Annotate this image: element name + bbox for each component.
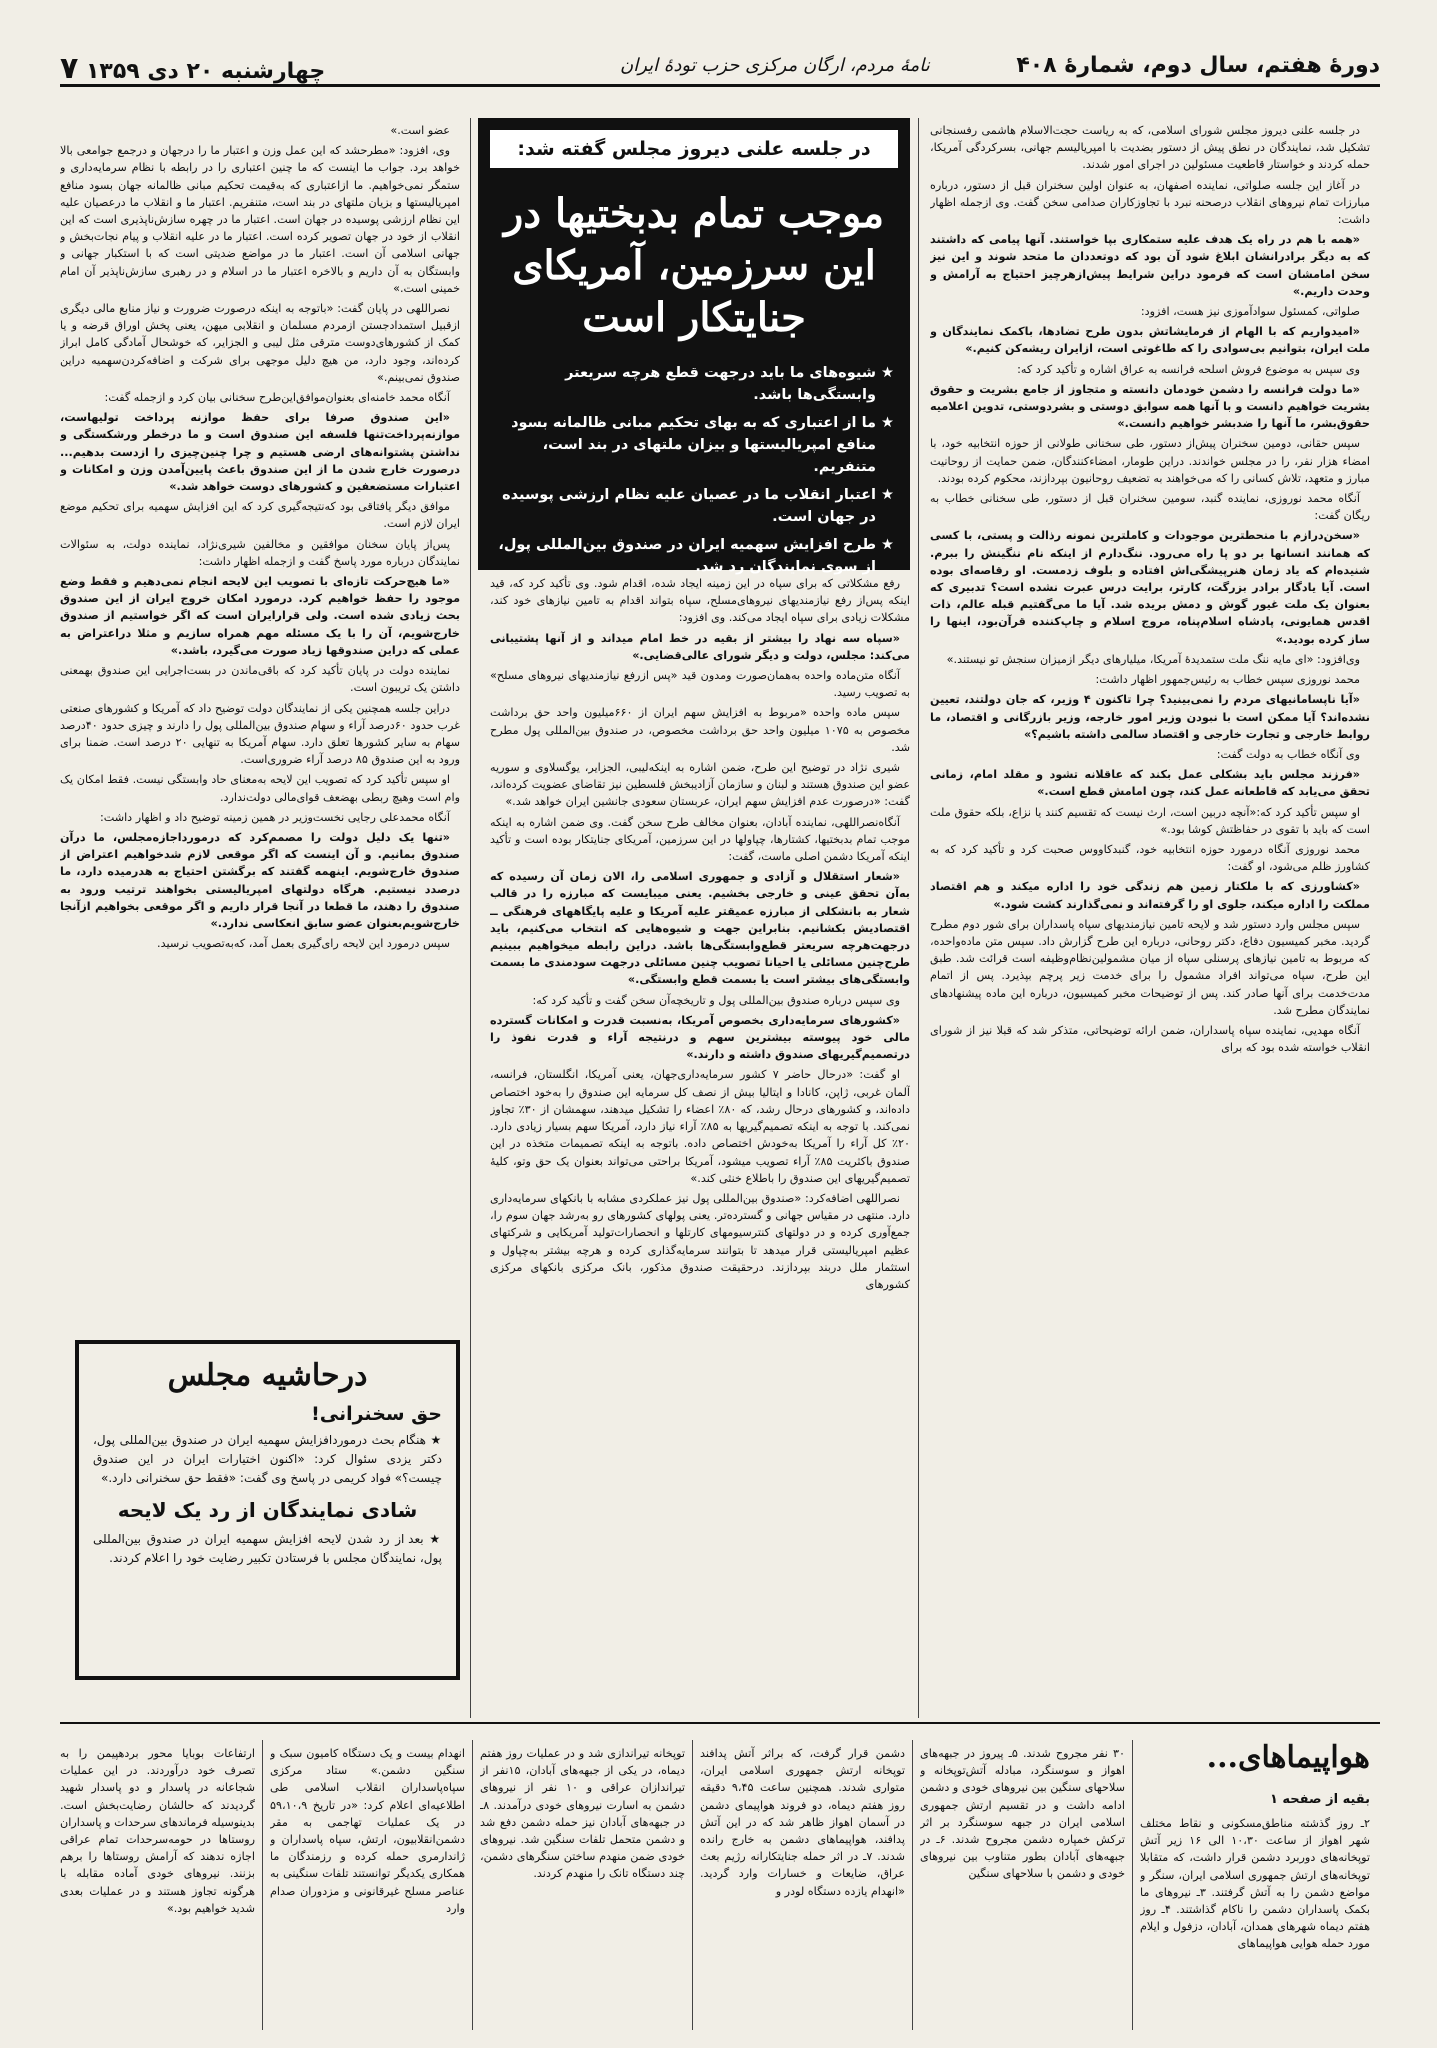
bottom-column: دشمن قرار گرفت، که براثر آتش پدافند توپخانه ارتش جمهوری اسلامی ایران، متواری شدند. همچنین ساعت ۹،۴۵ دقیقه روز هفتم دیماه، دو فروند هواپیمای دشمن در آسمان اهواز ظاهر شد که در این آتش پدافند، هواپیماهای دشمن به خارج رانده شدند. ۷ـ در اثر حمله جنایتکارانه رژیم بعث عراق، ضایعات و خسارات وارد گردید. «انهدام یازده دستگاه لودر و [700,1747,905,1898]
article-paragraph: وی، افزود: «مطرحشد که این عمل وزن و اعتبار ما را درجهان و درجمع جوامعی بالا خواهد برد. جواب ما اینست که ما چنین اعتباری را در رابطه با نظام سرمایه‌داری و ستمگر نمی‌خواهیم. ما ازاعتباری که به‌قیمت تحکیم مبانی ظالمانه جهان بسود منافع امپریالیستها و بزیان ملتهای در بند است، متنفریم. اعتبار ما و انقلاب ما درعصیان علیه این نظام ارزشی پوسیده در جهان است. اعتبار ما در چهره سازش‌ناپذیری است که این انقلاب از خود در جهان تصویر کرده است. اعتبار ما در علیه انقلاب و پیام نجات‌بخش و جهانی اسلامی آن است. اعتبار ما در مواضع ضدیتی است که با استکبار جهانی و وابستگان به آن داریم و بالاخره اعتبار ما در اسلام و در رهبری سازش‌ناپذیر آن امام خمینی است.» [60,144,460,295]
article-paragraph: «فرزند مجلس باید بشکلی عمل بکند که عاقلانه تشود و مقلد امام، زمانی تحقق می‌یابد که قاطعانه عمل کند، چون امامش قطع است.» [930,768,1370,799]
article-paragraph: نصراللهی در پایان گفت: «باتوجه به اینکه درصورت ضرورت و نیاز منابع مالی دیگری ازقبیل استمدادجستن ازمردم مسلمان و انقلابی میهن، یعنی پخش اوراق قرضه و یا کمک از کشورهای‌دوست مترقی مثل لیبی و الجزایر، که خوشحال آمادگی کامل ابراز کرده‌اند، وجود دارد، من هیچ دلیل موجهی برای شرکت و اضافه‌کردن‌سهمیه دراین صندوق نمی‌بینم.» [60,302,460,384]
issue-number: دورهٔ هفتم، سال دوم، شمارهٔ ۴۰۸ [1016,53,1380,78]
article-column-3 [60,122,460,1322]
column-divider [472,1740,473,2030]
sidebar-box [75,1340,460,1680]
headline-box [478,118,910,575]
article-paragraph: «شعار استقلال و آزادی و جمهوری اسلامی را، الان زمان آن رسیده که به‌آن تحقق عینی و خارجی بخشیم. یعنی میبایست که مبارزه را در قالب شعار به بانشکلی از مبارزه عمیقتر علیه آمریکا و علیه پایگاههای فرهنگی ــ اقتصادیش بکشانیم. بنابراین جهت و شیوه‌هایی که انتخاب می‌کنیم، باید درجهت‌هرچه سریعتر قطع‌وابستگی‌ها باشد. دراین رابطه میخواهیم ببینیم طرح‌چنین مسائلی یا احیانا تصویب چنین مسائلی درجهت سودمندی ما بسمت وابستگی‌های بیشتر است یا بسمت قطع وابستگی.» [490,870,910,987]
bottom-column: انهدام بیست و یک دستگاه کامیون سبک و سنگین دشمن.» ستاد مرکزی سپاه‌پاسداران انقلاب اسلامی طی اطلاعیه‌ای اعلام کرد: «در تاریخ ۵۹،۱۰،۹ در یک عملیات تهاجمی به مقر دشمن‌انقلابیون، ارتش، سپاه پاسداران و ژاندارمری حمله کرده و رزمندگان ما همکاری یکدیگر توانستند تلفات سنگینی به عناصر مسلح غیرقانونی و مزدوران صدام وارد [270,1747,465,1915]
article-paragraph: در آغاز این جلسه صلواتی، نماینده اصفهان، به عنوان اولین سخنران قبل از دستور، درباره مبارزات تمام نیروهای انقلاب درصحنه نبرد با تجاوزکاران صدامی سخن گفت. وی ازجمله اظهار داشت: [930,178,1370,227]
masthead [60,45,1380,87]
page-number: ۷ [60,51,79,86]
main-headline: موجب تمام بدبختیها در این سرزمین، آمریکای جنایتکار است [503,190,885,341]
bullet-item: ★ ما از اعتباری که به بهای تحکیم مبانی ظالمانه بسود منافع امپریالیستها و بیزان ملتهای در بند است، متنفریم. [494,412,894,478]
bottom-column: ۳۰ نفر مجروح شدند. ۵ـ پیروز در جبهه‌های اهواز و سوسنگرد، مبادله آتش‌توپخانه و سلاحهای سنگین بین نیروهای خودی و دشمن ادامه داشت و در تقسیم ارتش جمهوری اسلامی ایران در جبهه سوسنگرد بر اثر ترکش خمپاره دشمن مجروح شدند. ۶ـ در جبهه‌های آبادان بطور متناوب بین نیروهای خودی و دشمن با سلاحهای سنگین [920,1747,1125,1881]
date-page [60,51,325,86]
column-divider [912,1740,913,2030]
bottom-article-continued: بقیه از صفحه ۱ [1269,1792,1370,1807]
article-paragraph: شیری نژاد در توضیح این طرح، ضمن اشاره به اینکه‌لیبی، الجزایر، یوگسلاوی و سوریه عضو این صندوق هستند و لبنان و سازمان آزادیبخش فلسطین نیز تقاضای عضویت کرده‌اند، گفت: «درصورت عدم افزایش سهم ایران، عربستان سعودی جانشین ایران خواهد شد.» [490,761,910,809]
bullet-item: ★ طرح افزایش سهمیه ایران در صندوق بین‌المللی پول، از سوی نمایندگان رد شد. [494,534,894,578]
article-paragraph: سپس مجلس وارد دستور شد و لایحه تامین نیازمندیهای سپاه پاسداران برای شور دوم مطرح گردید. مخبر کمیسیون دفاع، دکتر روحانی، درباره این طرح گزارش داد. سپس متن ماده‌واحده، که مربوط به تامین نیازهای پرسنلی سپاه از میان مشمولین‌نظام‌وظیفه است قرائت شد. طبق این طرح، سپاه می‌تواند افراد مشمول را برای خدمت زیر پرچم بپذیرد. پس از اتمام مدت‌خدمت برای آنها صادر کند. پس از توضیحات مخبر کمیسیون، درباره این ماده پیشنهادهای نمایندگان مطرح شد. [930,917,1370,1017]
article-paragraph: «ما دولت فرانسه را دشمن خودمان دانسته و متجاوز از جامع بشریت و حقوق بشریت خواهیم دانست و با آنها همه سوابق دوستی و بشردوستی، تدوین اعلامیه حقوق‌بشر، ما آنها را ضدبشر خواهیم دانست.» [930,382,1370,431]
article-paragraph: رفع مشکلاتی که برای سپاه در این زمینه ایجاد شده، اقدام شود. وی تأکید کرد که، قید اینکه پس‌از رفع نیازمندیهای نیروهای‌مسلح، سپاه بتواند اقدام به تامین نیازهای خود کند، مشکلات زیادی برای سپاه ایجاد می‌کند. وی افزود: [490,577,910,625]
article-paragraph: «آیا ناپسامانیهای مردم را نمی‌بینید؟ چرا تاکنون ۴ وزیر، که جان دولتند، تعیین نشده‌اند؟ آیا ممکن است با نبودن وزیر امور خارجه، وزیر بازرگانی و اقتصاد، ما روابط خارجی و تجارت خارجی و اقتصاد سالمی داشته باشیم؟» [930,693,1370,741]
article-paragraph: «همه با هم در راه یک هدف علیه ستمکاری بپا خواستند. آنها پیامی که داشتند که به دیگر برادرانشان ابلاغ شود آن بود که دوتعددان ما متحد شوند و این نیز سخن امامشان است که فرمود دراین شرایط پیش‌ازهرچیز احتیاج به آرامش و وحدت داریم.» [930,233,1370,298]
star-icon: ★ [881,537,894,553]
article-paragraph: سپس ماده واحده «مربوط به افزایش سهم ایران از ۶۶۰میلیون واحد حق برداشت مخصوص به ۱۰۷۵ میلیون واحد حق برداشت مخصوص، در صندوق بین‌المللی پول مطرح شد. [490,706,910,754]
article-paragraph: نماینده دولت در پایان تأکید کرد که باقی‌ماندن در بست‌اجرایی این صندوق بهمعنی داشتن یک تریبون است. [60,664,460,695]
article-paragraph: «سخن‌درازم با منحطترین موجودات و کاملترین نمونه رذالت و پستی، با کسی که همانند انسانها بر دو پا راه می‌رود. ننگ‌دارم از اینکه نام ننگینش را ببرم. شنیده‌ام که یاد زمان هنرپیشگی‌اش افتاده و بلوف زدمست. او رقاصه‌ای بوده است. آیا یادگار برادر بزرگت، کارتر، برایت درس عبرت نشده است؟ تدبیری که بعنوان یک ملت غیور گوش و دمش بریده شد. آیا ما می‌گفتیم قبله عالم، ذات اقدس همایونی، پادشاه اسلام‌پناه، مروج اسلام و چاپ‌کننده قرآن‌بود، اینها را ساز کرده بودید.» [930,529,1370,646]
bottom-column: ارتفاعات بوبایا محور بردهپیمن را به تصرف خود درآوردند. در این عملیات شجاعانه در پاسدار و دو پاسدار شهید گردیدند که حالشان رضایت‌بخش است. بدینوسیله فرماندهای سرحدات و پاسداران روستاها در حومه‌سرحدات تمام عراقی اجازه ندهند که آرامش روستاها را برهم بزنند. نیروهای خودی آماده مقابله با هرگونه تجاوز هستند و در عملیات بعدی شدید خواهیم بود.» [60,1747,255,1915]
article-paragraph: «کشورهای سرمایه‌داری بخصوص آمریکا، به‌نسبت قدرت و امکانات گسترده مالی خود پیوسته بیشترین سهم و درنتیجه آراء و قدرت نفوذ را درتصمیم‌گیریهای صندوق داشته و دارند.» [490,1013,910,1062]
article-paragraph: پس‌از پایان سخنان موافقین و مخالفین شیری‌نژاد، نماینده دولت، به سئوالات نمایندگان درباره مورد پاسخ گفت و ازجمله اظهار داشت: [60,537,460,568]
article-paragraph: «تنها یک دلیل دولت را مصمم‌کرد که درمورد‌اجازه‌مجلس، ما درآن صندوق بمانیم. و آن اینست که اگر موقعی لازم شد‌خواهیم اعتراض از صندوق خارج‌شویم. اینهمه گفتند که برگشتن احتیاج به هدرمیده دارد، ما درصدد نیستیم. هرگاه دولتهای امپریالیستی بخواهند ترتیب ورود به صندوق را دهند، ما قطعا در آنجا قرار داریم و اگر موقعی بخواهیم ازآنجا خارج‌شویم‌بعنوان عضو سابق انعکاسی ندارد.» [60,830,460,930]
column-divider [262,1740,263,2030]
bottom-article-title: هواپیماهای... [1206,1740,1370,1775]
column-divider [692,1740,693,2030]
article-paragraph: آنگاه محمد نوروزی، نماینده گنبد، سومین سخنران قبل از دستور، طی سخنانی خطاب به ریگان گفت: [930,492,1370,523]
article-paragraph: او سپس تأکید کرد که:«آنچه دربین است، ارث نیست که تقسیم کنند یا نزاع، بلکه حقوق ملت است که باید با تقوی در حفاظتش کوشا بود.» [930,805,1370,836]
issue-date: چهارشنبه ۲۰ دی ۱۳۵۹ [85,59,326,84]
bullet-item: ★ شیوه‌های ما باید درجهت قطع هرچه سریعتر وابستگی‌ها باشد. [494,362,894,406]
star-icon: ★ [423,1532,442,1546]
article-paragraph: آنگاه مهدیی، نماینده سپاه پاسداران، ضمن ارائه توضیحاتی، متذکر شد که قبلا نیز از شورای انقلاب خواسته شده بود که برای [930,1023,1370,1055]
newspaper-name: نامهٔ مردم، ارگان مرکزی حزب تودهٔ ایران [620,55,930,76]
article-paragraph: نصراللهی اضافه‌کرد: «صندوق بین‌المللی پول نیز عملکردی مشابه با بانکهای سرمایه‌داری دارد. منتهی در مقیاس جهانی و گسترده‌تر. یعنی پولهای کشورهای رو به‌رشد جهان سوم را، جمع‌آوری کرده و در دولتهای کنترسیومهای کارتلها و انحصارات‌تولید آمریکایی و شرکتهای عظیم امپریالیستی قرار میدهد تا بتوانند سرمایه‌گذاری کرده و هرچه بیشتر به‌چپاول و استثمار ملل دربند بپردازند. درحقیقت صندوق مذکور، بانک مرکزی بانکهای مرکزی کشورهای [490,1191,910,1291]
article-paragraph: او سپس تأکید کرد که تصویب این لایحه به‌معنای حاد وابستگی نیست. فقط امکان یک وام است وهیچ ربطی بهضعف قوای‌مالی دولت‌ندارد. [60,773,460,804]
article-paragraph: محمد نوروزی آنگاه درمورد حوزه انتخابیه خود، گنبدکاووس صحبت کرد و تأکید کرد که به کشاورز ظلم می‌شود، او گفت: [930,842,1370,874]
column-divider [470,118,471,1718]
article-paragraph: صلواتی، کمسئول سوادآموزی نیز هست، افزود: [1140,305,1360,319]
article-paragraph: موافق دیگر یافتاقی بود که‌نتیجه‌گیری کرد که این افزایش سهمیه برای تحکیم موضع ایران لازم است. [60,500,460,531]
article-column-1 [930,122,1370,1717]
article-paragraph: «ما هیچ‌حرکت تازه‌ای با تصویب این لایحه انجام نمی‌دهیم و فقط وضع موجود را حفظ خواهیم کرد. درمورد امکان خروج ایران از این صندوق بحث زیادی شده است. ولی قرارایران است که اگر خواستیم از صندوق خارج‌شویم، آن را با یک مسئله مهم همراه سازیم و مثلا دراعتراض به عملی که دراین صندوقها زیاد صورت می‌گیرد، باشد.» [60,575,460,657]
article-paragraph: وی آنگاه خطاب به دولت گفت: [1216,747,1360,761]
bullet-item: ★ اعتبار انقلاب ما در عصیان علیه نظام ارزشی پوسیده در جهان است. [494,484,894,528]
article-paragraph: او گفت: «درحال حاضر ۷ کشور سرمایه‌داری‌جهان، یعنی آمریکا، انگلستان، فرانسه، آلمان غربی، ژاپن، کانادا و ایتالیا بیش از نصف کل سرمایه این صندوق را به‌خود اختصاص داده‌اند، و کشورهای درحال رشد، که ۸۰٪ اعضاء را تشکیل میدهند، سهمشان از ۳۰٪ تجاوز نمی‌کند. با توجه به اینکه تصمیم‌گیریها به ۸۵٪ آراء نیاز دارد، آمریکا سهم بسیار زیادی دارد. ۲۰٪ کل آراء را آمریکا به‌خودش اختصاص داده. باتوجه به اینکه تصمیمات متخذه در این صندوق باکثریت ۸۵٪ آراء تصویب میشود، آمریکا براحتی می‌تواند بعنوان یک حق وتو، کلیهٔ تصمیم‌گیریهای این صندوق را باطلاع خنثی کند.» [490,1068,910,1185]
article-paragraph: سپس درمورد این لایحه رای‌گیری بعمل آمد، که‌به‌تصویب نرسید. [157,937,450,951]
star-icon: ★ [426,1433,442,1447]
article-paragraph: «امیدواریم که با الهام از فرمایشاتش بدون طرح تضادها، باکمک نمایندگان و ملت ایران، بتوانیم بی‌سوادی را که طاغوتی است، ازایران ریشه‌کن کنیم.» [930,325,1370,356]
article-paragraph: عضو است.» [390,124,450,137]
article-paragraph: آنگاه‌نصراللهی، نماینده آبادان، بعنوان مخالف طرح سخن گفت. وی ضمن اشاره به اینکه موجب تمام بدبختیها، کشتارها، چپاولها در این سرزمین، آمریکای جنایتکار بوده است و تأکید اینکه آمریکا دشمن اصلی ماست، گفت: [490,815,910,864]
article-paragraph: در جلسه علنی دیروز مجلس شورای اسلامی، که به ریاست حجت‌الاسلام هاشمی رفسنجانی تشکیل شد، نمایندگان در نطق پیش از دستور بضدیت با امپریالیسم جهانی، بسرکردگی آمریکا، حمله کردند و خواستار قاطعیت مسئولین در اجرای امور شدند. [930,124,1370,172]
sidebar-paragraph: ★ بعد از رد شدن لایحه افزایش سهمیه ایران در صندوق بین‌المللی پول، نمایندگان مجلس با فرستادن تکبیر رضایت خود را اعلام کردند. [93,1532,442,1565]
article-paragraph: آنگاه محمد خامنه‌ای بعنوان‌موافق‌این‌طرح سخنانی بیان کرد و ازجمله گفت: [104,391,450,405]
column-divider [1132,1740,1133,2030]
article-column-2 [490,575,910,1715]
bottom-column: ۲ـ روز گذشته مناطق‌مسکونی و نقاط مختلف شهر اهواز از ساعت ۱۰،۳۰ الی ۱۶ زیر آتش توپخانه‌های دوربرد دشمن قرار داشت، که متقابلا توپخانه‌های ارتش جمهوری اسلامی ایران، سنگر و مواضع دشمن را به آتش گرفتند. ۳ـ نیروهای ما بکمک پاسداران دشمن را ناکام گذاشتند. ۴ـ روز هفتم دیماه شهرهای همدان، آبادان، دزفول و ایلام مورد حمله هوایی هواپیماهای [1140,1817,1370,1951]
star-icon: ★ [881,365,894,381]
sidebar-paragraph: ★ هنگام بحث درموردافزایش سهمیه ایران در صندوق بین‌المللی پول، دکتر یزدی سئوال کرد: «اکنون اختیارات ایران در این صندوق چیست؟» فواد کریمی در پاسخ وی گفت: «فقط حق سخنرانی دارد.» [93,1433,442,1485]
article-paragraph: «کشاورزی که با ملکتار زمین هم زندگی خود را اداره میکند و هم اقتصاد مملکت را اداره میکند، جلوی او را گرفته‌اند و نمی‌گذارند کشت شود.» [930,880,1370,911]
article-paragraph: دراین جلسه همچنین یکی از نمایندگان دولت توضیح داد که آمریکا و کشورهای صنعتی غرب حدود ۶۰درصد آراء و سهام صندوق بین‌المللی پول را دارند و چیزی حدود ۴۰درصد سهام به سایر کشورها تعلق دارد. سهام آمریکا به تنهایی ۲۰ درصد است. ضمنا برای ورود به این صندوق ۸۵ درصد آراء ضروری‌است. [60,701,460,767]
sidebar-subtitle-2: شادی نمایندگان از رد یک لایحه [117,1498,418,1522]
headline-kicker: در جلسه علنی دیروز مجلس گفته شد: [490,130,898,168]
sidebar-title: درحاشیه مجلس [167,1358,368,1393]
article-paragraph: سپس حقانی، دومین سخنران پیش‌از دستور، طی سخنانی طولانی از حوزه انتخابیه خود، با امضاء هزار نفر، را در مجلس خواندند. دراین طومار، امضاءکنندگان، ضمن حمایت از روحانیت مبارز و متعهد، تلاش کسانی را که می‌خواهند به تضعیف روحانیون بپردازند، محکوم کرده بودند. [930,437,1370,485]
sidebar-subtitle: حق سخنرانی! [311,1403,442,1425]
article-paragraph: آنگاه محمدعلی رجایی نخست‌وزیر در همین زمینه توضیح داد و اظهار داشت: [99,810,450,824]
article-paragraph: آنگاه متن‌ماده واحده به‌همان‌صورت ومدون قید «پس ازرفع نیازمندیهای نیروهای مسلح» به تصویب رسید. [490,669,910,700]
article-paragraph: محمد نوروزی سپس خطاب به رئیس‌جمهور اظهار داشت: [1095,673,1360,687]
article-paragraph: «این صندوق صرفا برای حفظ موازنه پرداخت تولیهاست، موازنه‌پرداخت‌تنها فلسفه این صندوق است و ما درخطر ورشکستگی و نداشتن پشتوانه‌های ارضی هستیم و چرا چنین‌چیزی را ازدست بدهیم... درصورت خارج شدن ما از این صندوق باعث پایین‌آمدن وزن و امکانات و اعتبارات مستضعفین و کشورهای دوست خواهد شد.» [60,411,460,494]
article-paragraph: وی‌افزود: «ای مایه ننگ ملت ستمدیدهٔ آمریکا، میلیارهای دیگر ازمیزان سنجش تو نیستند.» [946,652,1360,666]
section-divider [60,1722,1380,1724]
star-icon: ★ [881,487,894,503]
article-paragraph: وی سپس به موضوع فروش اسلحه فرانسه به عراق اشاره و تأکید کرد که: [1017,362,1360,376]
column-divider [918,118,919,1718]
headline-bullets [494,362,894,578]
bottom-column: توپخانه تیراندازی شد و در عملیات روز هفتم دیماه، در یکی از جبهه‌های آبادان، ۱۵نفر از تیراندازان عراقی و ۱۰ نفر از نیروهای دشمن به اسارت نیروهای خودی درآمدند. ۸ـ در جبهه‌های آبادان نیز حمله دشمن دفع شد و دشمن متحمل تلفات سنگین شد. نیروهای خودی ضمن منهدم ساختن سنگرهای دشمن، چند دستگاه تانک را منهدم کردند. [480,1747,685,1881]
star-icon: ★ [881,415,894,431]
article-paragraph: «سپاه سه نهاد را بیشتر از بقیه در خط امام میداند و از آنها پشتیبانی می‌کند: مجلس، دولت و دیگر شورای عالی‌قضایی.» [490,631,910,662]
article-paragraph: وی سپس درباره صندوق بین‌المللی پول و تاریخچه‌آن سخن گفت و تأکید کرد که: [532,993,900,1007]
